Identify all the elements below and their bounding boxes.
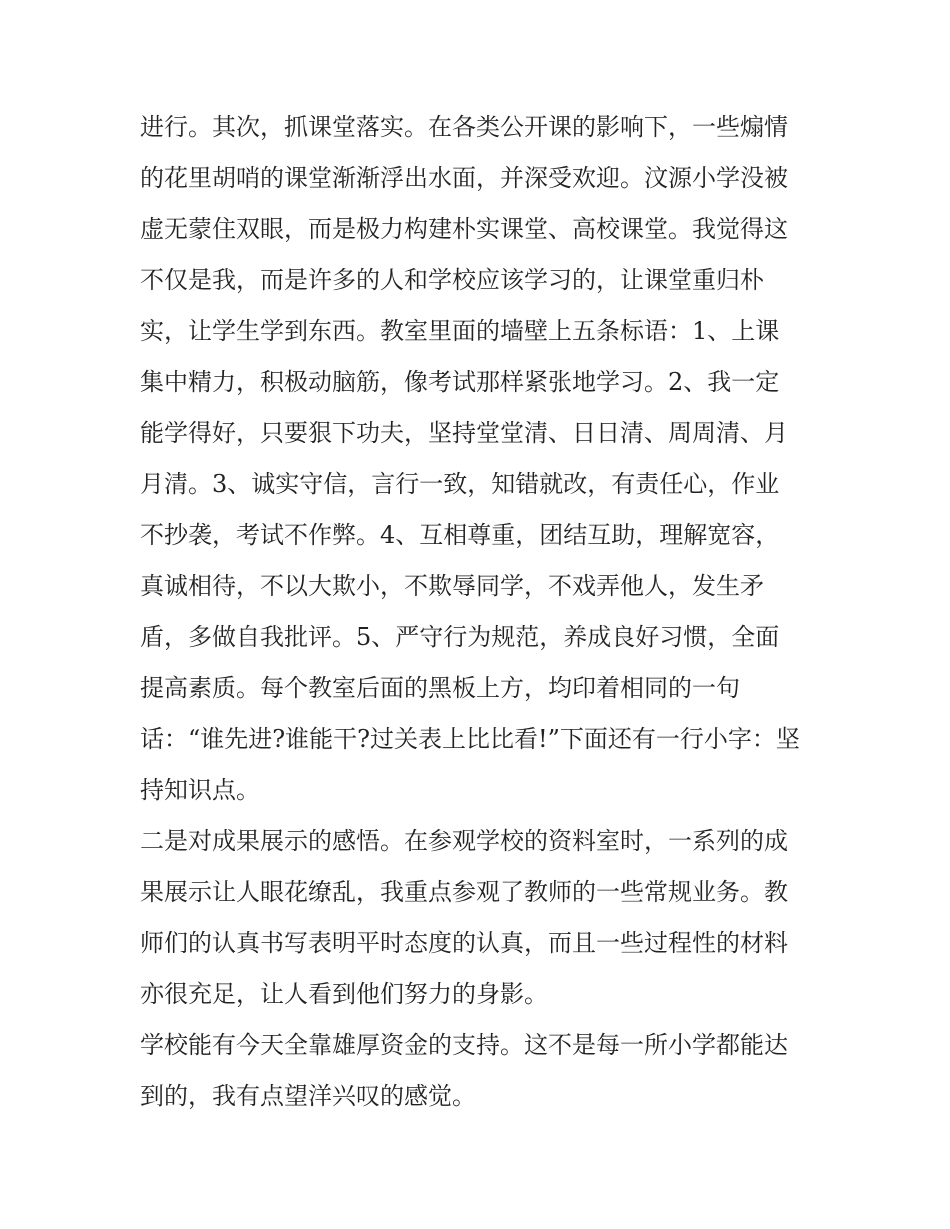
paragraph-1-line-13: 话：“谁先进?谁能干?过关表上比比看!”下面还有一行小字：坚 [140,725,800,753]
paragraph-2 [140,816,820,1020]
paragraph-1-line-8: 月清。3、诚实守信，言行一致，知错就改，有责任心，作业 [140,470,780,498]
paragraph-1-line-3: 虚无蒙住双眼，而是极力构建朴实课堂、高校课堂。我觉得这 [140,215,788,243]
paragraph-2-line-2: 果展示让人眼花缭乱，我重点参观了教师的一些常规业务。教 [140,878,788,906]
paragraph-1-line-7: 能学得好，只要狠下功夫，坚持堂堂清、日日清、周周清、月 [140,419,788,447]
paragraph-3-line-2: 到的，我有点望洋兴叹的感觉。 [140,1082,476,1110]
paragraph-3 [140,1020,820,1122]
paragraph-1-line-9: 不抄袭，考试不作弊。4、互相尊重，团结互助，理解宽容， [140,521,780,549]
paragraph-1-line-11: 盾，多做自我批评。5、严守行为规范，养成良好习惯，全面 [140,623,780,651]
paragraph-3-line-1: 学校能有今天全靠雄厚资金的支持。这不是每一所小学都能达 [140,1031,788,1059]
paragraph-1-line-2: 的花里胡哨的课堂渐渐浮出水面，并深受欢迎。汶源小学没被 [140,164,788,192]
document-body [140,102,820,1122]
paragraph-2-line-4: 亦很充足，让人看到他们努力的身影。 [140,980,548,1008]
paragraph-1-line-4: 不仅是我，而是许多的人和学校应该学习的，让课堂重归朴 [140,266,764,294]
paragraph-1-line-12: 提高素质。每个教室后面的黑板上方，均印着相同的一句 [140,674,740,702]
paragraph-1-line-6: 集中精力，积极动脑筋，像考试那样紧张地学习。2、我一定 [140,368,780,396]
paragraph-2-line-3: 师们的认真书写表明平时态度的认真，而且一些过程性的材料 [140,929,788,957]
paragraph-1 [140,102,820,816]
paragraph-1-line-10: 真诚相待，不以大欺小，不欺辱同学，不戏弄他人，发生矛 [140,572,764,600]
paragraph-1-line-1: 进行。其次，抓课堂落实。在各类公开课的影响下，一些煽情 [140,113,788,141]
paragraph-2-line-1: 二是对成果展示的感悟。在参观学校的资料室时，一系列的成 [140,827,788,855]
paragraph-1-line-5: 实，让学生学到东西。教室里面的墙壁上五条标语：1、上课 [140,317,780,345]
paragraph-1-line-14: 持知识点。 [140,776,260,804]
